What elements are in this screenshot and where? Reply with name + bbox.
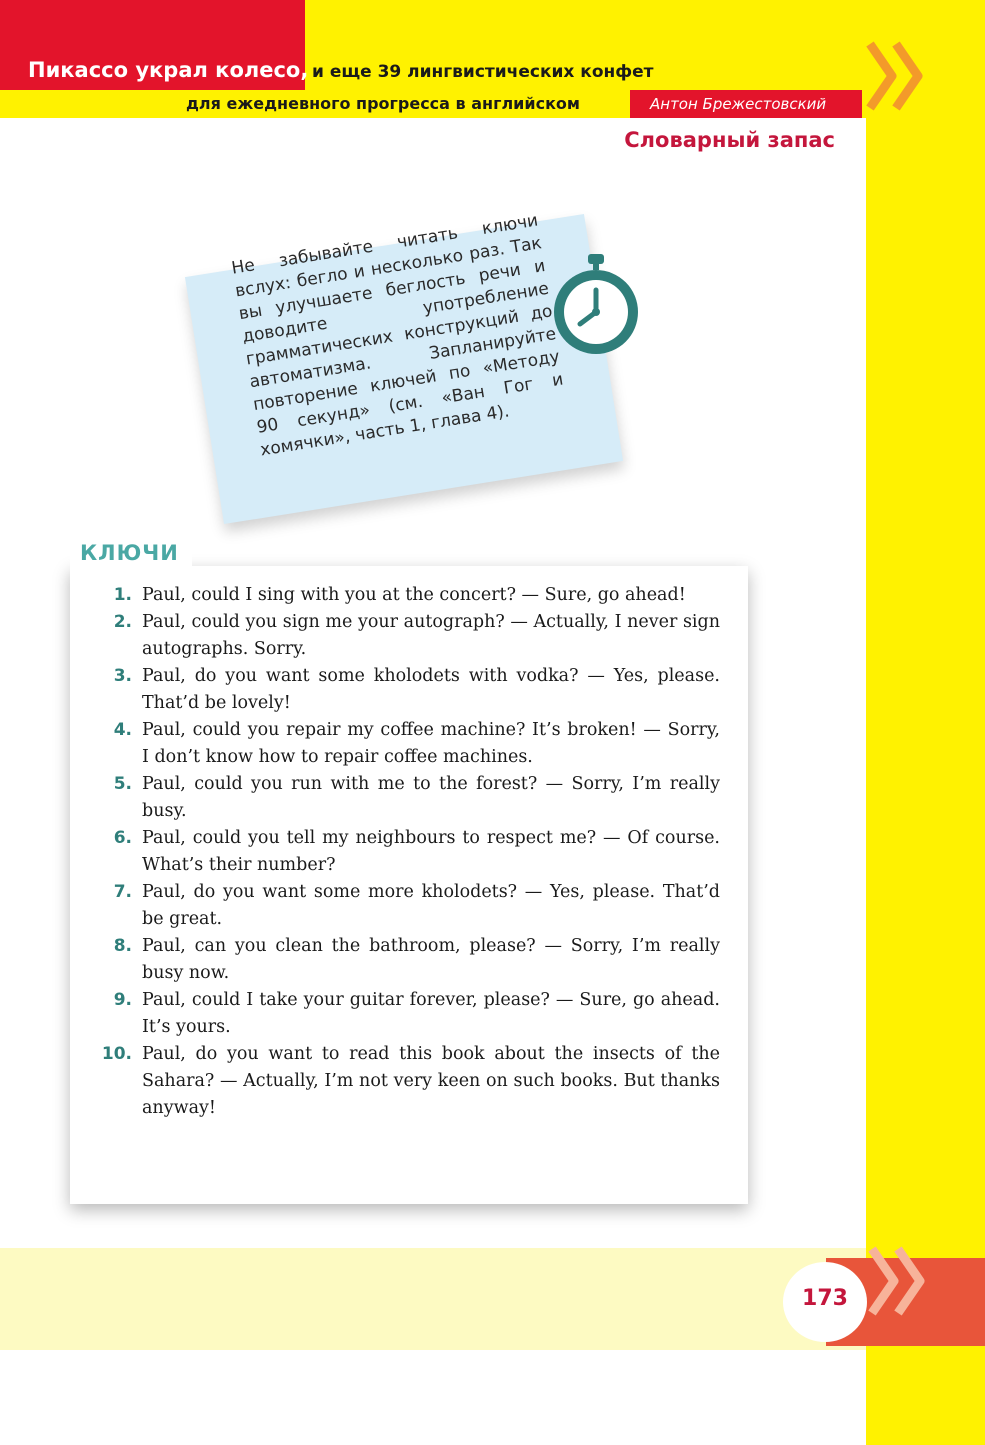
key-number: 9. — [113, 990, 132, 1010]
key-number: 8. — [113, 936, 132, 956]
keys-list — [96, 582, 720, 1122]
author-name: Антон Брежестовский — [650, 95, 827, 113]
key-number: 3. — [113, 666, 132, 686]
key-item — [96, 879, 720, 933]
key-number: 6. — [113, 828, 132, 848]
note-text: Не забывайте читать ключи вслух: бегло и несколько раз. Так вы улучшаете беглость речи и доводите употребление грамматических конструкций до автоматизма. Запланируйте повторение ключей по «Методу 90 секунд» (см. «Ван Гог и хомячки», часть 1, глава 4). — [230, 210, 565, 461]
header-chevrons-icon — [866, 40, 930, 112]
key-text: Paul, do you want some more kholodets? — Yes, please. That’d be great. — [142, 882, 720, 929]
key-item — [96, 717, 720, 771]
key-item — [96, 609, 720, 663]
key-number: 7. — [113, 882, 132, 902]
key-text: Paul, do you want some kholodets with vodka? — Yes, please. That’d be lovely! — [142, 666, 720, 713]
key-item — [96, 987, 720, 1041]
book-subtitle-line1: и еще 39 лингвистических конфет — [312, 62, 654, 82]
key-text: Paul, could you repair my coffee machine? It’s broken! — Sorry, I don’t know how to repair coffee machines. — [142, 720, 720, 767]
key-item — [96, 771, 720, 825]
footer-chevrons-icon — [868, 1245, 932, 1317]
key-text: Paul, could you run with me to the forest? — Sorry, I’m really busy. — [142, 774, 720, 821]
key-item — [96, 933, 720, 987]
key-text: Paul, could I take your guitar forever, please? — Sure, go ahead. It’s yours. — [142, 990, 720, 1037]
key-text: Paul, can you clean the bathroom, please? — Sorry, I’m really busy now. — [142, 936, 720, 983]
key-item — [96, 582, 720, 609]
key-text: Paul, could you tell my neighbours to respect me? — Of course. What’s their number? — [142, 828, 720, 875]
key-number: 1. — [113, 585, 132, 605]
stopwatch-icon — [548, 254, 644, 358]
key-text: Paul, could you sign me your autograph? — Actually, I never sign autographs. Sorry. — [142, 612, 720, 659]
footer-band — [0, 1248, 866, 1350]
key-text: Paul, do you want to read this book about the insects of the Sahara? — Actually, I’m not very keen on such books. But thanks anyway! — [142, 1044, 720, 1118]
keys-label: КЛЮЧИ — [80, 541, 179, 565]
key-item — [96, 663, 720, 717]
book-subtitle-line2: для ежедневного прогресса в английском — [186, 94, 580, 113]
key-number: 2. — [113, 612, 132, 632]
key-number: 10. — [101, 1044, 132, 1064]
section-title: Словарный запас — [624, 128, 835, 152]
page-number: 173 — [802, 1286, 848, 1311]
key-text: Paul, could I sing with you at the concert? — Sure, go ahead! — [142, 585, 686, 605]
key-number: 4. — [113, 720, 132, 740]
book-title: Пикассо украл колесо, — [28, 58, 309, 82]
key-number: 5. — [113, 774, 132, 794]
key-item — [96, 825, 720, 879]
key-item — [96, 1041, 720, 1122]
